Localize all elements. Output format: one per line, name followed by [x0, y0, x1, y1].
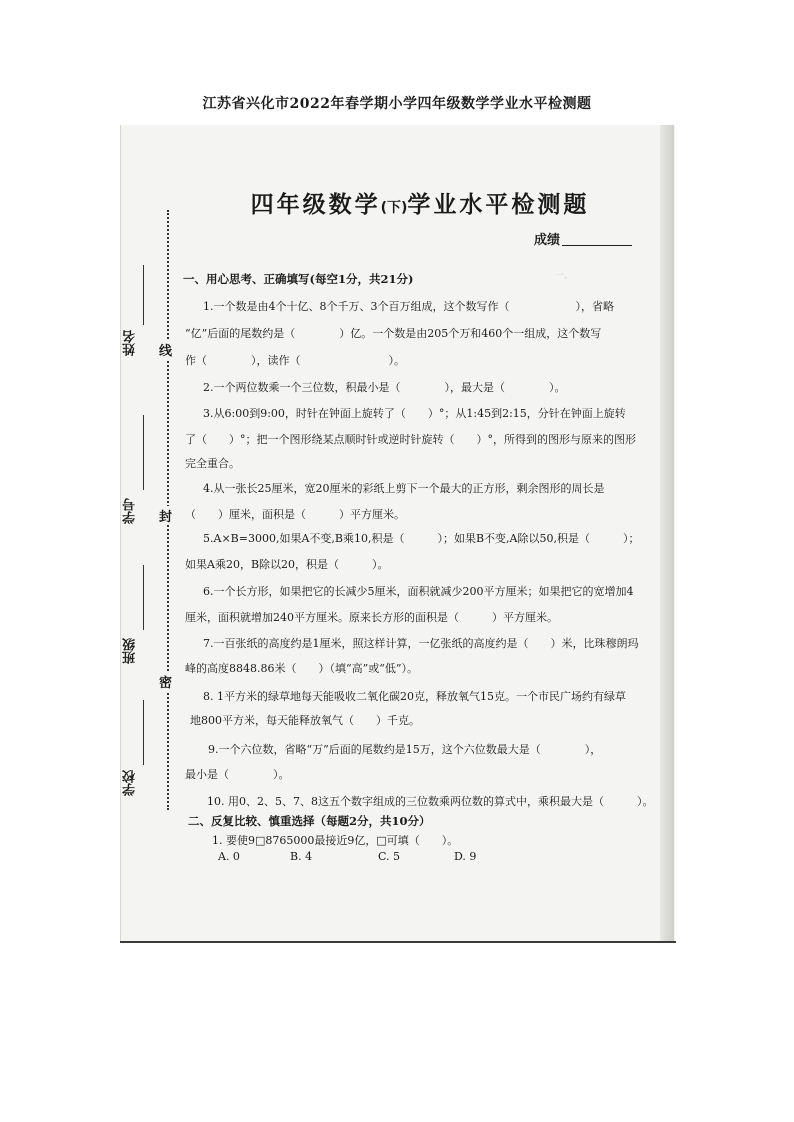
question-line: 4.从一张长25厘米，宽20厘米的彩纸上剪下一个最大的正方形，剩余图形的周长是 [203, 482, 605, 495]
question-line: 地800平方米，每天能释放氧气（ ）千克。 [190, 714, 420, 727]
question-line: 1. 要使9□8765000最接近9亿，□可填（ ）。 [212, 834, 459, 847]
question-line: 7.一百张纸的高度约是1厘米，照这样计算，一亿张纸的高度约是（ ）米，比珠穆朗玛 [203, 637, 639, 650]
question-line: 了（ ）°；把一个图形绕某点顺时针或逆时针旋转（ ）°，所得到的图形与原来的图形 [185, 433, 636, 446]
side-class-label: 班级 [123, 638, 138, 664]
question-line: 10. 用0、2、5、7、8这五个数字组成的三位数乘两位数的算式中，乘积最大是（ ）。 [207, 795, 654, 808]
option-a[interactable]: A. 0 [218, 850, 240, 863]
question-line: 厘米，面积就增加240平方厘米。原来长方形的面积是（ ）平方厘米。 [185, 611, 558, 624]
question-line: 6.一个长方形，如果把它的长减少5厘米，面积就减少200平方厘米；如果把它的宽增加4 [203, 585, 634, 598]
section-1-heading: 一、用心思考、正确填写(每空1分，共21分) [183, 272, 414, 286]
scan-bottom-edge [120, 941, 676, 943]
score-blank[interactable] [562, 231, 632, 246]
question-line: 8. 1平方米的绿草地每天能吸收二氧化碳20克，释放氧气15克。一个市民广场约有绿草 [203, 690, 626, 703]
question-line: 完全重合。 [185, 457, 240, 470]
question-line: 3.从6:00到9:00，时针在钟面上旋转了（ ）°；从1:45到2:15，分针在钟面上旋转 [203, 407, 626, 420]
side-school-line [143, 700, 144, 765]
side-class-line [143, 565, 144, 630]
bleed-through-text: 一、 [555, 271, 641, 281]
fold-mark-line: 线 [159, 340, 172, 359]
side-school-label: 学校 [123, 770, 138, 796]
side-student-no-label: 学号 [123, 498, 138, 524]
scan-right-edge [660, 125, 674, 943]
question-line: 峰的高度8848.86米（ ）（填“高”或“低”）。 [185, 662, 418, 675]
fold-mark-seal: 封 [159, 506, 172, 525]
score-field: 成绩 [534, 229, 632, 248]
option-b[interactable]: B. 4 [290, 850, 313, 863]
bleed-through-text [555, 365, 645, 378]
option-d[interactable]: D. 9 [454, 850, 477, 863]
question-line: 5.A×B=3000,如果A不变,B乘10,积是（ ）；如果B不变,A除以50,积是（ ）； [203, 532, 640, 545]
question-line: 作（ ），读作（ ）。 [185, 354, 405, 367]
question-line: 如果A乘20，B除以20，积是（ ）。 [185, 558, 389, 571]
question-line: 2.一个两位数乘一个三位数，积最小是（ ），最大是（ ）。 [203, 381, 566, 394]
document-source-header: 江苏省兴化市2022年春学期小学四年级数学学业水平检测题 [202, 96, 592, 112]
question-line: “亿”后面的尾数约是（ ）亿。一个数是由205个万和460个一组成，这个数写 [185, 327, 602, 340]
question-line: 9.一个六位数，省略“万”后面的尾数约是15万，这个六位数最大是（ ）， [208, 743, 602, 756]
section-2-heading: 二、反复比较、慎重选择（每题2分，共10分） [188, 814, 431, 828]
question-line: （ ）厘米，面积是（ ）平方厘米。 [185, 508, 405, 521]
side-student-no-line [143, 415, 144, 490]
option-c[interactable]: C. 5 [378, 850, 401, 863]
side-name-line [143, 265, 144, 325]
side-name-label: 姓名 [123, 330, 138, 356]
question-line: 最小是（ ）。 [185, 768, 290, 781]
question-line: 1.一个数是由4个十亿、8个千万、3个百万组成，这个数写作（ ），省略 [203, 300, 614, 313]
fold-mark-secret: 密 [159, 672, 172, 691]
paper-title: 四年级数学(下)学业水平检测题 [250, 192, 590, 218]
